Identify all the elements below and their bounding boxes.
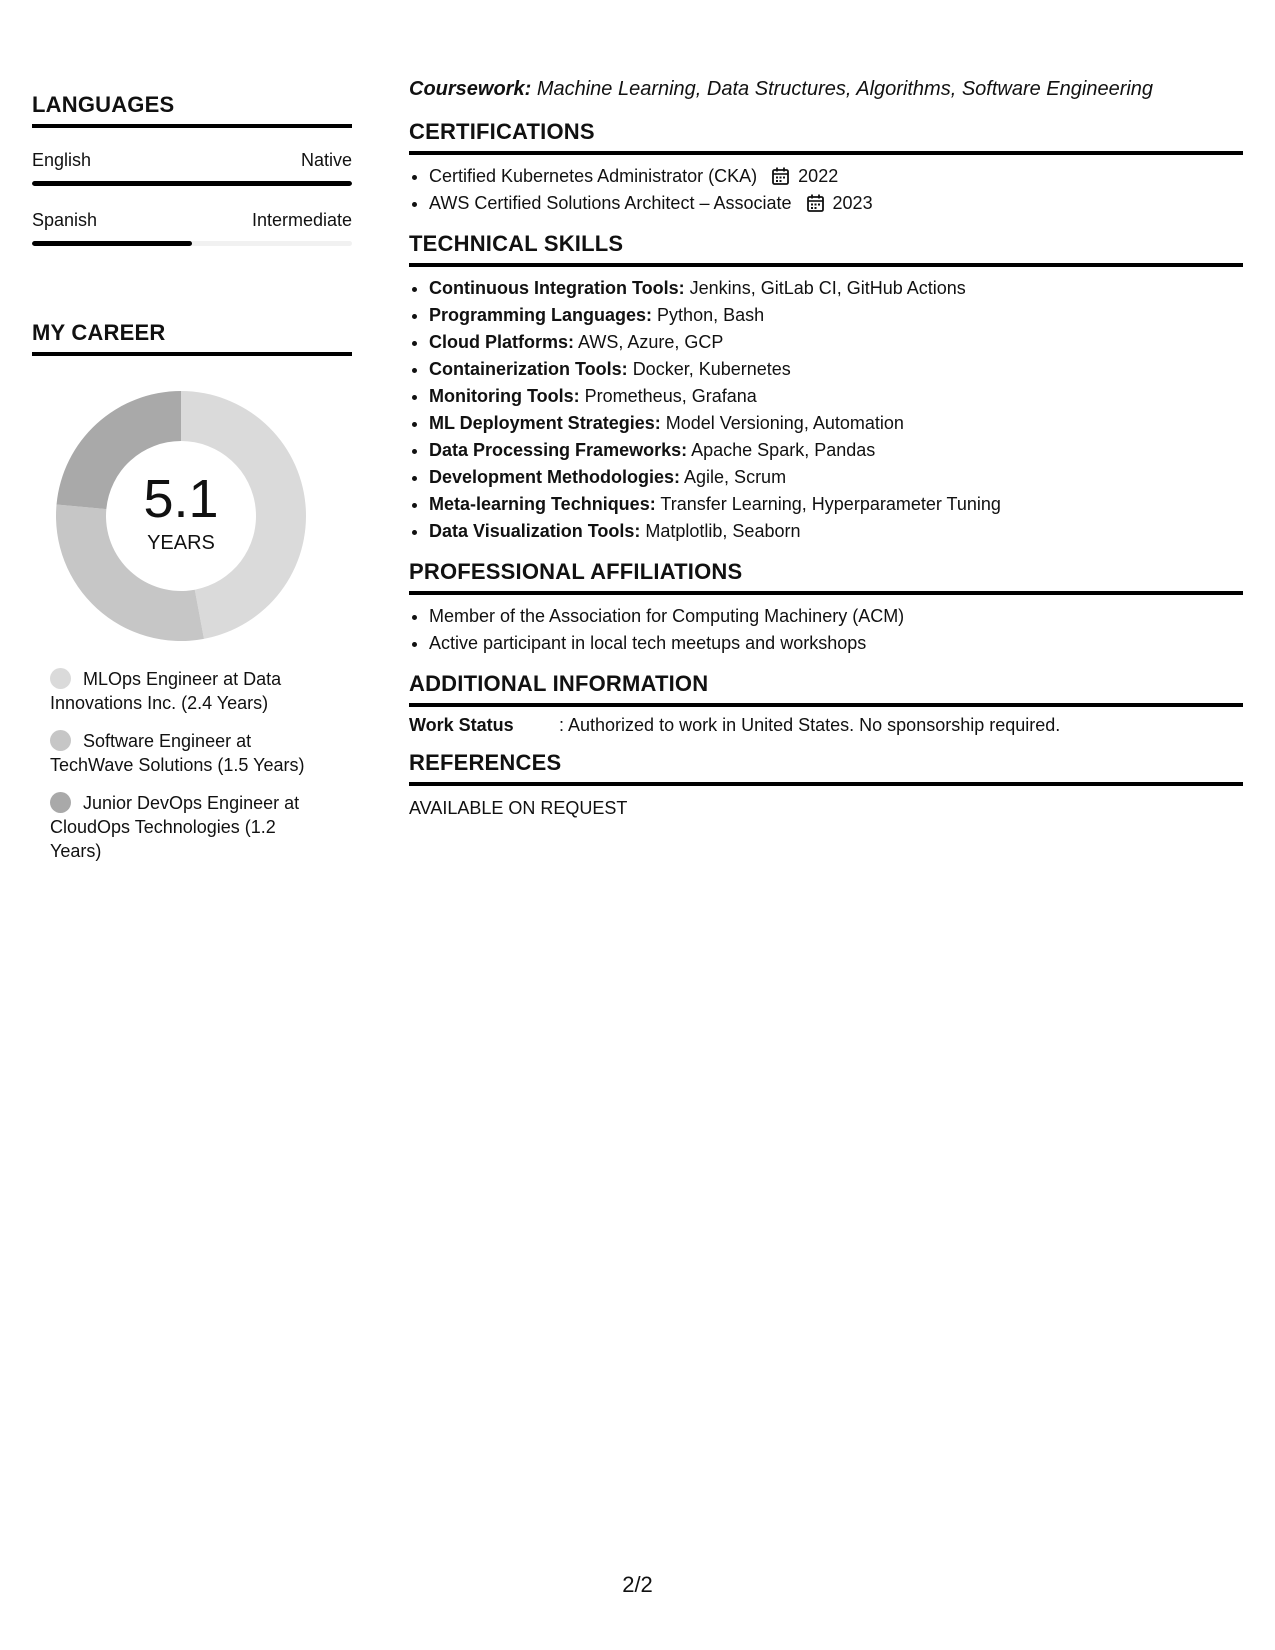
language-name: Spanish xyxy=(32,210,98,230)
certification-name: Certified Kubernetes Administrator (CKA) xyxy=(429,166,758,186)
skill-label: Monitoring Tools: xyxy=(429,386,580,406)
calendar-icon xyxy=(807,194,824,212)
skill-value: Agile, Scrum xyxy=(684,467,787,487)
work-status xyxy=(409,715,1243,736)
career-unit: YEARS xyxy=(147,531,215,554)
legend-dot-icon xyxy=(50,730,71,751)
technical-skills-title: TECHNICAL SKILLS xyxy=(409,231,1243,267)
references-section xyxy=(409,750,1243,819)
legend-label: MLOps Engineer at Data Innovations Inc. (2.4 Years) xyxy=(50,669,282,713)
work-status-value: : Authorized to work in United States. No sponsorship required. xyxy=(559,715,1061,735)
language-proficiency-fill xyxy=(32,241,192,246)
technical-skills-section xyxy=(409,231,1243,545)
languages-section xyxy=(32,92,352,246)
coursework-text: Machine Learning, Data Structures, Algorithms, Software Engineering xyxy=(536,78,1154,100)
skill-value: Transfer Learning, Hyperparameter Tuning xyxy=(660,494,1001,514)
additional-info-title: ADDITIONAL INFORMATION xyxy=(409,671,1243,707)
skill-item xyxy=(429,329,1243,356)
language-level: Intermediate xyxy=(251,210,352,230)
skill-label: Meta-learning Techniques: xyxy=(429,494,656,514)
skill-value: Model Versioning, Automation xyxy=(665,413,904,433)
affiliation-item: • Member of the Association for Computing Machinery (ACM) xyxy=(429,603,1243,630)
legend-item xyxy=(50,667,325,715)
career-legend xyxy=(50,667,325,863)
skill-item xyxy=(429,437,1243,464)
language-proficiency-fill xyxy=(32,181,352,186)
coursework-label: Coursework: xyxy=(409,78,532,100)
certification-year: 2023 xyxy=(832,193,873,213)
skill-label: Data Processing Frameworks: xyxy=(429,440,688,460)
skill-label: Development Methodologies: xyxy=(429,467,681,487)
affiliations-title: PROFESSIONAL AFFILIATIONS xyxy=(409,559,1243,595)
language-item-english xyxy=(32,150,352,186)
skill-item xyxy=(429,356,1243,383)
certification-item xyxy=(429,190,1243,217)
skill-label: Cloud Platforms: xyxy=(429,332,575,352)
skill-label: Continuous Integration Tools: xyxy=(429,278,685,298)
certifications-title: CERTIFICATIONS xyxy=(409,119,1243,155)
skill-item xyxy=(429,491,1243,518)
right-column xyxy=(409,78,1243,833)
left-column xyxy=(32,78,352,877)
certification-year: 2022 xyxy=(798,166,839,186)
language-level: Native xyxy=(300,150,352,170)
skill-label: Programming Languages: xyxy=(429,305,653,325)
language-name: English xyxy=(32,150,92,170)
skill-value: Jenkins, GitLab CI, GitHub Actions xyxy=(689,278,966,298)
affiliation-item: • Active participant in local tech meetups and workshops xyxy=(429,630,1243,657)
career-section xyxy=(32,320,352,863)
skill-item xyxy=(429,302,1243,329)
legend-item xyxy=(50,729,325,777)
career-title: MY CAREER xyxy=(32,320,352,356)
legend-dot-icon xyxy=(50,792,71,813)
certification-name: AWS Certified Solutions Architect – Associate xyxy=(429,193,792,213)
references-text: AVAILABLE ON REQUEST xyxy=(409,798,628,818)
donut-center xyxy=(56,391,306,641)
legend-label: Junior DevOps Engineer at CloudOps Technologies (1.2 Years) xyxy=(50,793,300,861)
calendar-icon xyxy=(772,167,789,185)
legend-label: Software Engineer at TechWave Solutions (1.5 Years) xyxy=(50,731,305,775)
skill-value: Apache Spark, Pandas xyxy=(691,440,876,460)
language-proficiency-bar xyxy=(32,241,352,246)
languages-title: LANGUAGES xyxy=(32,92,352,128)
skill-item xyxy=(429,383,1243,410)
skill-label: Containerization Tools: xyxy=(429,359,628,379)
certification-item xyxy=(429,163,1243,190)
page-number: 2/2 xyxy=(622,1572,653,1597)
additional-info-section xyxy=(409,671,1243,736)
career-donut-chart xyxy=(56,391,306,641)
skill-item xyxy=(429,410,1243,437)
legend-item xyxy=(50,791,325,863)
legend-dot-icon xyxy=(50,668,71,689)
skills-list xyxy=(409,275,1243,545)
career-total-years: 5.1 xyxy=(143,468,219,529)
language-proficiency-bar xyxy=(32,181,352,186)
references-title: REFERENCES xyxy=(409,750,1243,786)
skill-item xyxy=(429,518,1243,545)
certifications-section xyxy=(409,119,1243,217)
skill-value: Matplotlib, Seaborn xyxy=(645,521,801,541)
skill-label: Data Visualization Tools: xyxy=(429,521,641,541)
skill-item xyxy=(429,464,1243,491)
skill-value: AWS, Azure, GCP xyxy=(578,332,724,352)
skill-value: Docker, Kubernetes xyxy=(632,359,791,379)
work-status-label: Work Status xyxy=(409,715,514,735)
skill-value: Prometheus, Grafana xyxy=(584,386,757,406)
skill-item xyxy=(429,275,1243,302)
affiliations-section xyxy=(409,559,1243,657)
certifications-list xyxy=(409,163,1243,217)
skill-label: ML Deployment Strategies: xyxy=(429,413,661,433)
language-item-spanish xyxy=(32,210,352,246)
skill-value: Python, Bash xyxy=(657,305,765,325)
coursework xyxy=(409,78,1243,101)
affiliations-list xyxy=(409,603,1243,657)
